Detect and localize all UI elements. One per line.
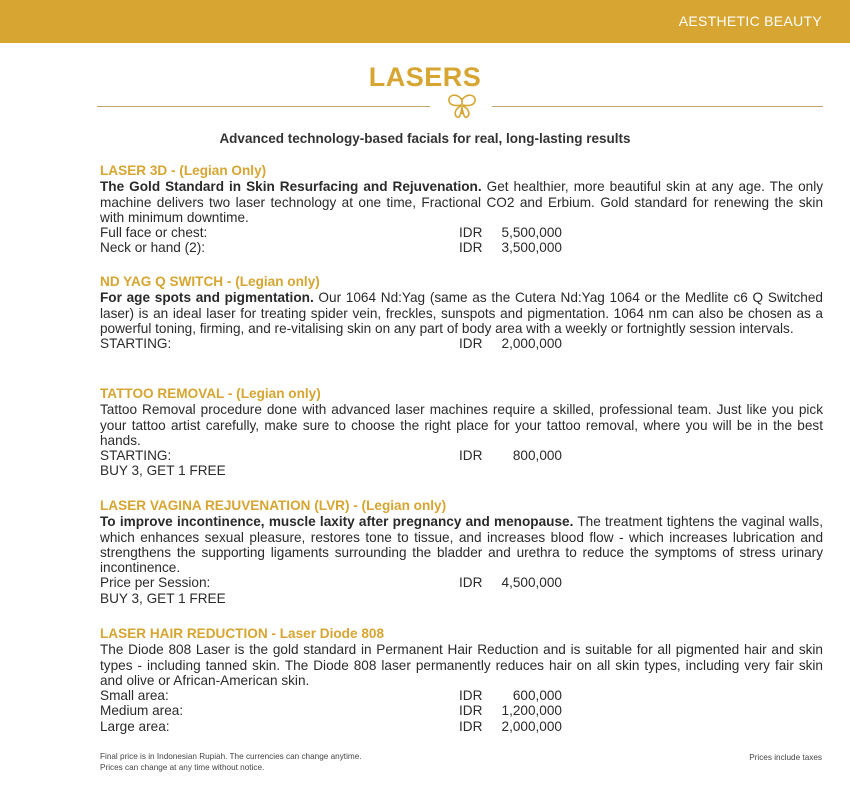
section-description [100,642,823,688]
section-title: LASER VAGINA REJUVENATION (LVR) - (Legian only) [100,498,447,513]
price-label: STARTING: [100,448,172,464]
price-amount: 1,200,000 [501,703,562,719]
section-description [100,514,823,575]
section-body: Our 1064 Nd:Yag (same as the Cutera Nd:Yag 1064 or the Medlite c6 Q Switched laser) is an ideal laser for treating spider vein, freckles, sunspots and pigmentation. 1064 nm can also be chosen as a powerful toning, firming, and re-vitalising skin on any part of body area with a weekly or fortnightly session intervals. [100,290,823,336]
price-currency: IDR [459,703,483,719]
title-divider-left [97,106,430,107]
price-currency: IDR [459,448,483,464]
price-amount: 800,000 [512,448,562,464]
price-amount: 2,000,000 [501,718,562,734]
price-row [100,240,823,255]
price-currency: IDR [459,575,483,591]
price-currency: IDR [459,240,483,256]
brand-label: AESTHETIC BEAUTY [678,13,822,29]
section-nd-yag [100,274,823,351]
section-description [100,402,823,448]
price-label: Medium area: [100,703,184,719]
price-label: Small area: [100,688,169,704]
price-amount: 3,500,000 [501,240,562,256]
section-body: Get healthier, more beautiful skin at any age. The only machine delivers two laser technology at one time, Fractional CO2 and Erbium. Gold standard for renewing the skin with minimum downtime. [100,179,824,225]
section-body: Tattoo Removal procedure done with advanced laser machines require a skilled, professional team. Just like you pick your tattoo artist carefully, make sure to choose the right place for your tattoo removal, where you will be in the best hands. [100,402,823,448]
footer-taxes-note: Prices include taxes [749,753,822,762]
price-currency: IDR [459,225,483,241]
price-row [100,225,823,240]
price-row [100,448,823,463]
section-lead: The Gold Standard in Skin Resurfacing and Rejuvenation. [100,179,482,195]
title-divider-right [492,106,823,107]
section-laser-3d [100,163,823,256]
price-amount: 2,000,000 [501,336,562,352]
price-label: Full face or chest: [100,225,208,241]
promo-note: BUY 3, GET 1 FREE [100,590,226,606]
section-title: LASER HAIR REDUCTION - Laser Diode 808 [100,626,385,641]
footer-disclaimer [100,751,362,773]
section-title: ND YAG Q SWITCH - (Legian only) [100,274,320,289]
footer-note-line: Prices can change at any time without notice. [100,763,265,772]
price-label: Neck or hand (2): [100,240,206,256]
price-currency: IDR [459,688,483,704]
section-lead: To improve incontinence, muscle laxity after pregnancy and menopause. [100,514,574,530]
promo-note: BUY 3, GET 1 FREE [100,463,226,479]
footer-note-line: Final price is in Indonesian Rupiah. The currencies can change anytime. [100,752,362,761]
price-label: STARTING: [100,336,172,352]
page-subtitle: Advanced technology-based facials for real, long-lasting results [219,131,631,146]
section-description [100,179,823,225]
price-currency: IDR [459,336,483,352]
butterfly-icon [444,92,480,120]
section-lvr [100,498,823,606]
price-row [100,336,823,351]
section-tattoo-removal [100,386,823,479]
price-amount: 5,500,000 [501,225,562,241]
price-label: Price per Session: [100,575,211,591]
section-title: LASER 3D - (Legian Only) [100,163,267,178]
price-row [100,719,823,734]
price-row [100,688,823,703]
section-body: The Diode 808 Laser is the gold standard in Permanent Hair Reduction and is suitable for all pigmented hair and skin types - including tanned skin. The Diode 808 laser permanently reduces hair on all skin types, including very fair skin and olive or African-American skin. [100,642,823,688]
price-amount: 600,000 [512,688,562,704]
price-row [100,703,823,718]
section-body: The treatment tightens the vaginal walls, which enhances sexual pleasure, restores tone to tissue, and increases blood flow - which increases lubrication and strengthens the supporting ligaments surrounding the bladder and urethra to reduce the symptoms of stress urinary incontinence. [100,514,823,576]
section-lead: For age spots and pigmentation. [100,290,314,306]
page-title: LASERS [368,62,482,92]
header-bar [0,0,850,43]
price-amount: 4,500,000 [501,575,562,591]
price-label: Large area: [100,718,170,734]
section-title: TATTOO REMOVAL - (Legian only) [100,386,321,401]
price-currency: IDR [459,718,483,734]
price-row [100,575,823,590]
section-description [100,290,823,336]
section-hair-reduction [100,626,823,734]
